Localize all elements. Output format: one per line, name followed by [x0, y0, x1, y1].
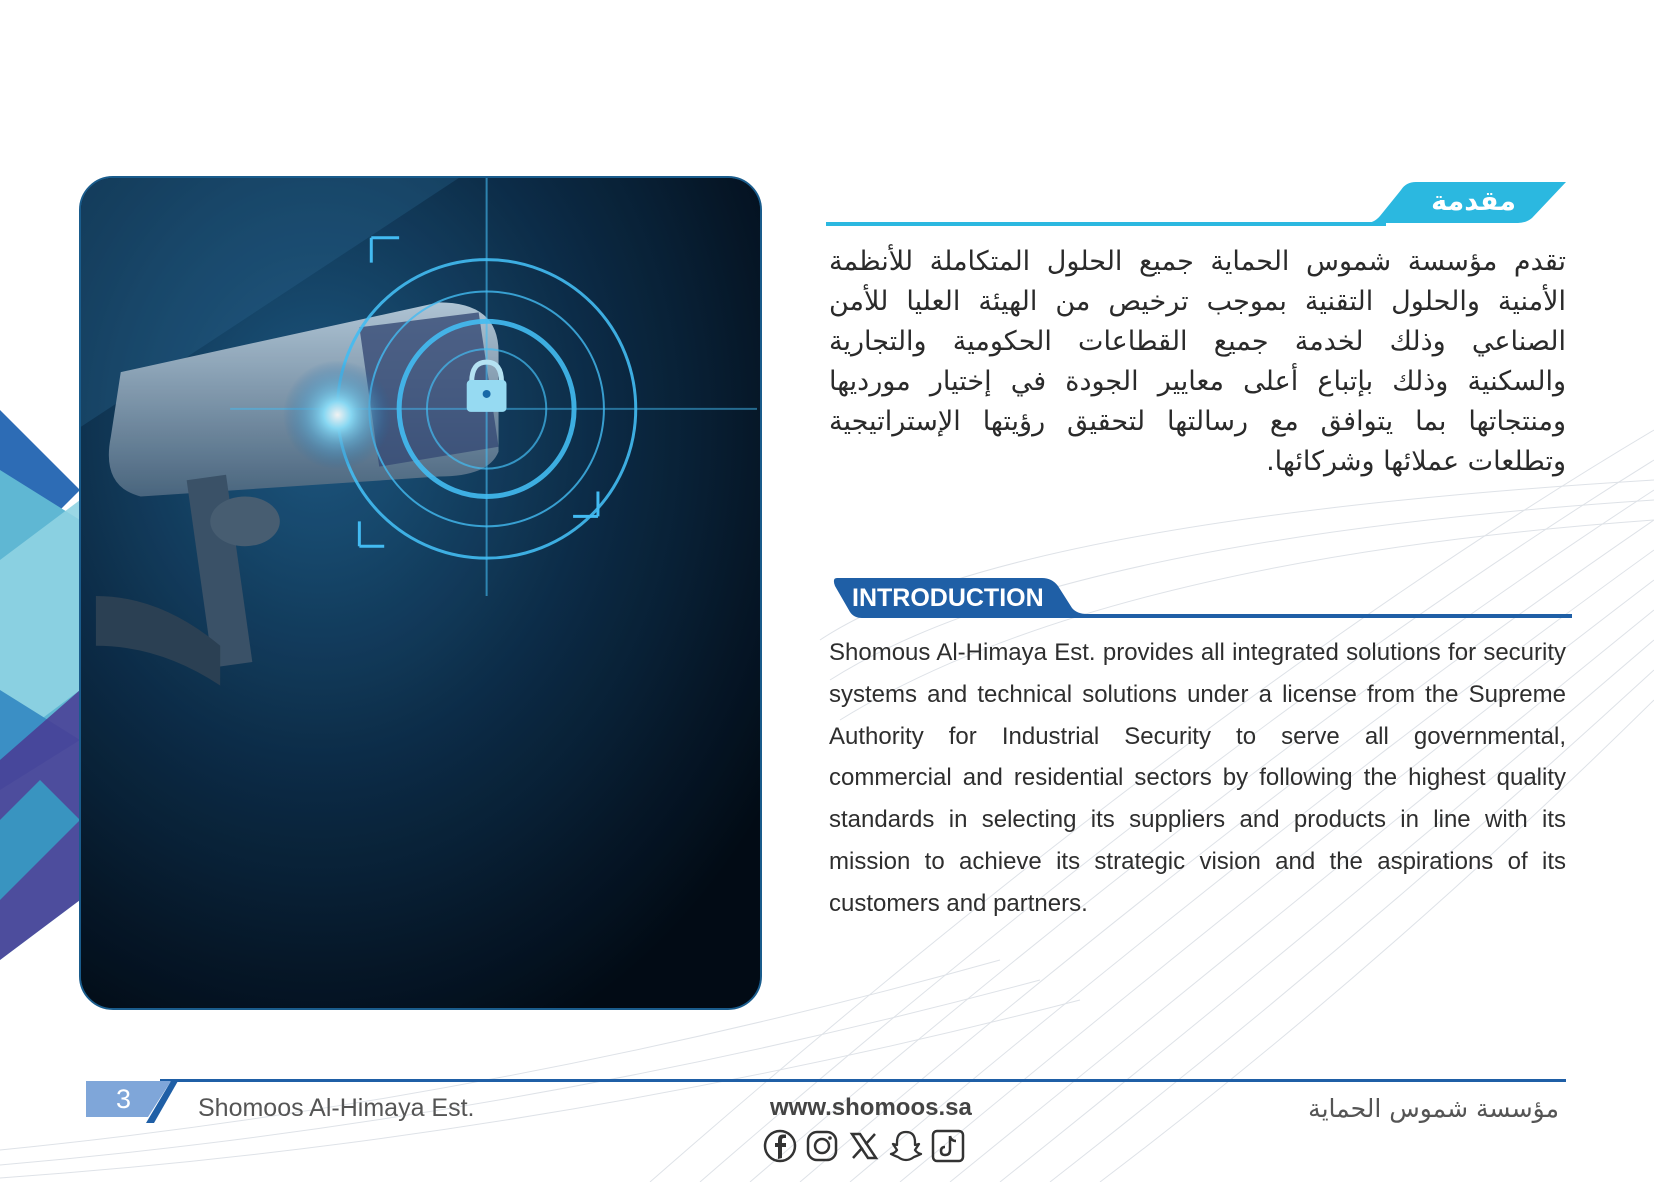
tiktok-icon[interactable] [930, 1128, 966, 1164]
security-camera-image [79, 176, 762, 1010]
x-icon[interactable] [846, 1128, 882, 1164]
footer-divider [160, 1079, 1566, 1082]
social-icons [762, 1128, 966, 1164]
page-number: 3 [115, 1084, 132, 1114]
english-section-header [832, 576, 1572, 620]
footer-company-arabic: مؤسسة شموس الحماية [1308, 1094, 1559, 1123]
facebook-icon[interactable] [762, 1128, 798, 1164]
snapchat-icon[interactable] [888, 1128, 924, 1164]
footer-website-link[interactable]: www.shomoos.sa [770, 1094, 972, 1121]
instagram-icon[interactable] [804, 1128, 840, 1164]
arabic-paragraph: تقدم مؤسسة شموس الحماية جميع الحلول المتكاملة للأنظمة الأمنية والحلول التقنية بموجب ترخيص من الهيئة العليا للأمن الصناعي وذلك لخدمة جميع القطاعات الحكومية والتجارية والسكنية وذلك بإتباع أعلى معايير الجودة في إختيار مورديها ومنتجاتها بما يتوافق مع رسالتها لتحقيق رؤيتها الإستراتيجية وتطلعات عملائها وشركائها. [829, 246, 1566, 477]
footer-company-english: Shomoos Al-Himaya Est. [198, 1094, 475, 1122]
english-section-title: INTRODUCTION [852, 584, 1044, 612]
arabic-section-header [826, 182, 1566, 228]
arabic-section-title: مقدمة [1431, 186, 1516, 217]
english-paragraph: Shomous Al-Himaya Est. provides all integrated solutions for security systems and technical solutions under a license from the Supreme Authority for Industrial Security to serve all governmental, commercial and residential sectors by following the highest quality standards in selecting its suppliers and products in line with its mission to achieve its strategic vision and the aspirations of its customers and partners. [829, 639, 1566, 917]
